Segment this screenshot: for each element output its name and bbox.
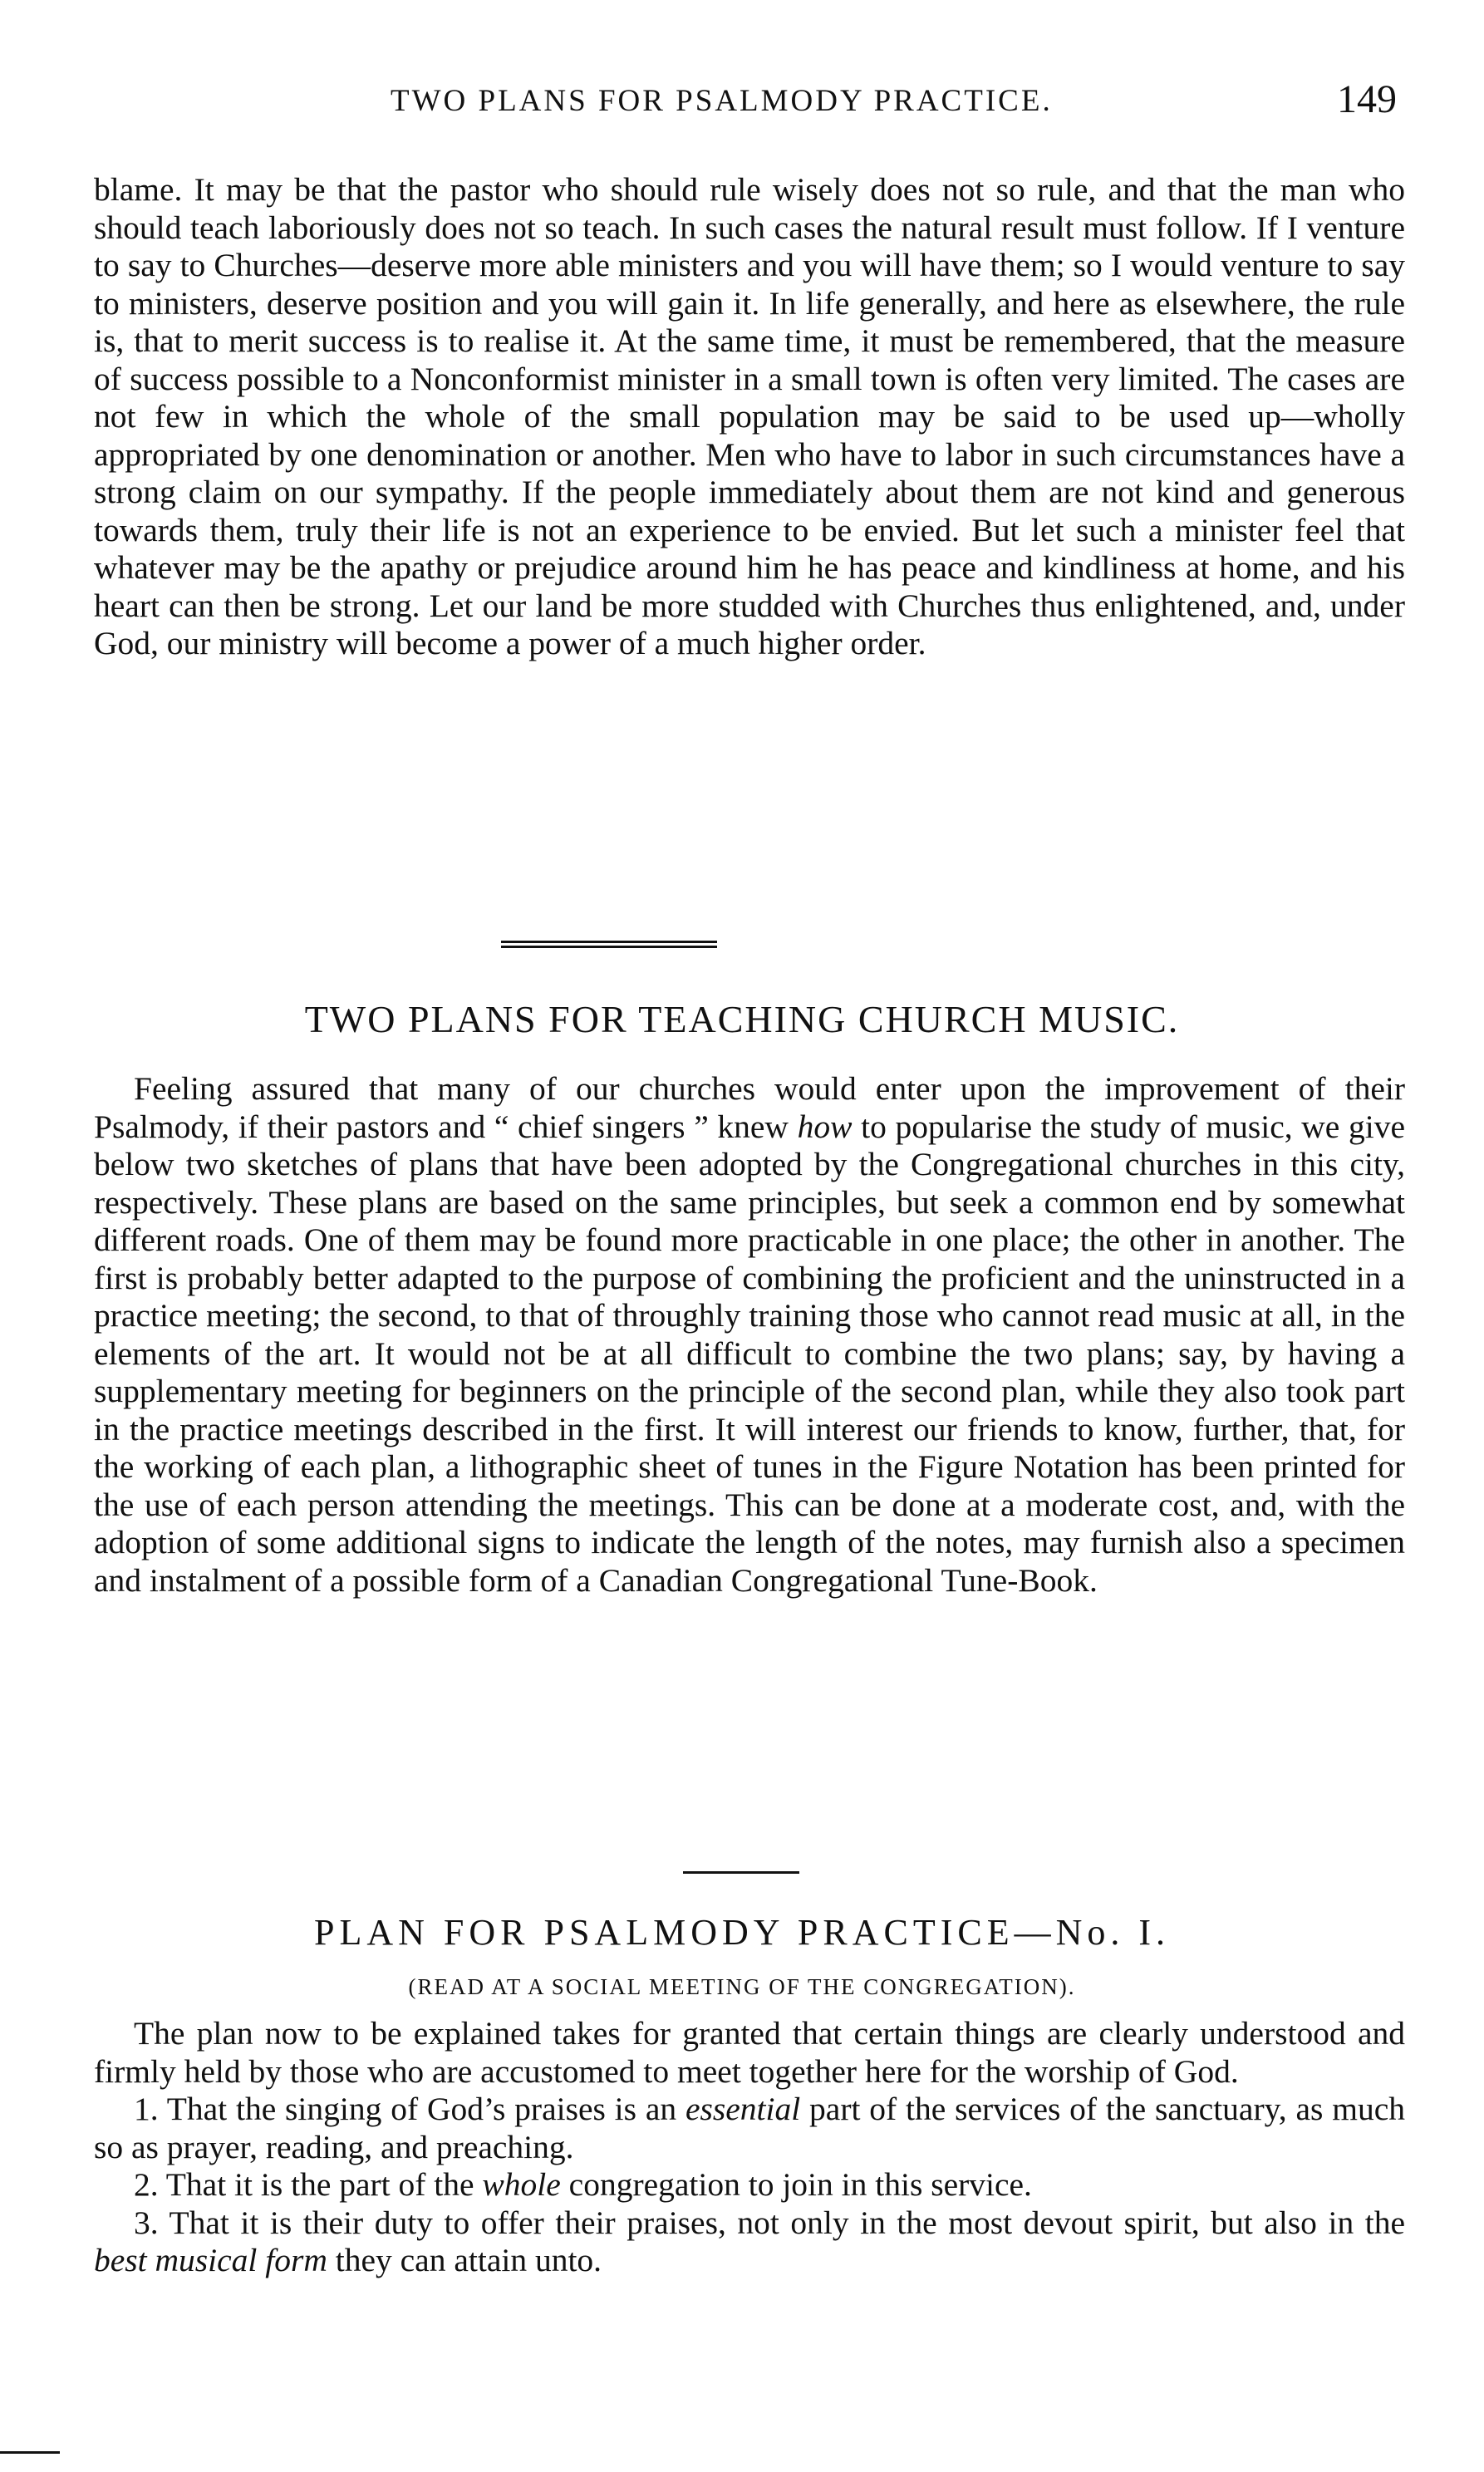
plan-item-2-emphasis: whole [482, 2166, 561, 2203]
plan-item-2-text-end: congregation to join in this service. [560, 2166, 1032, 2203]
plan-title: PLAN FOR PSALMODY PRACTICE—No. I. [313, 1912, 1171, 1953]
plan-item-2 [94, 2166, 1405, 2204]
continued-paragraph: blame. It may be that the pastor who should rule wisely does not so rule, and that the man who should teach laboriously does not so teach. In such cases the natural result must follow. If I venture to say to Churches—deserve more able ministers and you will have them; so I would venture to say to ministers, deserve position and you will gain it. In life generally, and here as elsewhere, the rule is, that to merit success is to realise it. At the same time, it must be remembered, that the measure of success possible to a Nonconformist minister in a small town is often very limited. The cases are not few in which the whole of the small population may be said to be used up—wholly appropriated by one denomination or another. Men who have to labor in such circumstances have a strong claim on our sympathy. If the people immediately about them are not kind and generous towards them, truly their life is not an experience to be envied. But let such a minister feel that whatever may be the apathy or prejudice around him he has peace and kindliness at home, and his heart can then be strong. Let our land be more studded with Churches thus enlightened, and, under God, our ministry will become a power of a much higher order. [94, 171, 1405, 661]
running-title: TWO PLANS FOR PSALMODY PRACTICE. [391, 84, 1053, 118]
plan-item-3-text: 3. That it is their duty to offer their praises, not only in the most devout spirit, but also in the [134, 2204, 1405, 2241]
plan-item-3-text-end: they can attain unto. [327, 2242, 602, 2278]
plan-item-1-emphasis: essential [685, 2091, 801, 2127]
plan-item-2-text: 2. That it is the part of the [134, 2166, 483, 2203]
page-edge-mark [0, 2451, 60, 2454]
section-divider-double-rule [501, 941, 717, 948]
article-title: TWO PLANS FOR TEACHING CHURCH MUSIC. [304, 998, 1180, 1040]
plan-item-3 [94, 2204, 1405, 2280]
plan-opening-paragraph: The plan now to be explained takes for granted that certain things are clearly understood and firmly held by those who are accustomed to meet together here for the worship of God. [94, 2015, 1405, 2090]
article-intro-block [94, 1070, 1405, 1600]
running-header [0, 76, 1484, 126]
plan-item-1 [94, 2091, 1405, 2166]
plan-item-1-text-end: part of the services of the sanctuary, as much so as prayer, reading, and preaching. [94, 2091, 1405, 2165]
page-number: 149 [1337, 77, 1397, 121]
intro-text-end: to popularise the study of music, we give below two sketches of plans that have been adopted by the Congregational churches in this city, respectively. These plans are based on the same principles, but seek a common end by somewhat different roads. One of them may be found more practicable in one place; the other in another. The first is probably better adapted to the purpose of combining the proficient and the uninstructed in a practice meeting; the second, to that of throughly training those who cannot read music at all, in the elements of the art. It would not be at all difficult to combine the two plans; say, by having a supplementary meeting for beginners on the principle of the second plan, while they also took part in the practice meetings described in the first. It will interest our friends to know, further, that, for the working of each plan, a lithographic sheet of tunes in the Figure Notation has been printed for the use of each person attending the meetings. This can be done at a moderate cost, and, with the adoption of some additional signs to indicate the length of the notes, may furnish also a specimen and instalment of a possible form of a Canadian Congregational Tune-Book. [94, 1108, 1405, 1599]
plan-subtitle: (READ AT A SOCIAL MEETING OF THE CONGREGATION). [408, 1974, 1076, 1999]
intro-text-start: Feeling assured that many of our churches would enter upon the improvement of their Psalmody, if their pastors and “ chief singers ” knew [94, 1070, 1405, 1145]
section-divider-rule [683, 1871, 799, 1874]
plan-item-1-text: 1. That the singing of God’s praises is an [134, 2091, 685, 2127]
plan-item-3-emphasis: best musical form [94, 2242, 327, 2278]
continued-paragraph-block [94, 171, 1405, 663]
plan-body-block [94, 2015, 1405, 2280]
article-intro-paragraph [94, 1070, 1405, 1600]
intro-emphasis-how: how [797, 1108, 853, 1145]
